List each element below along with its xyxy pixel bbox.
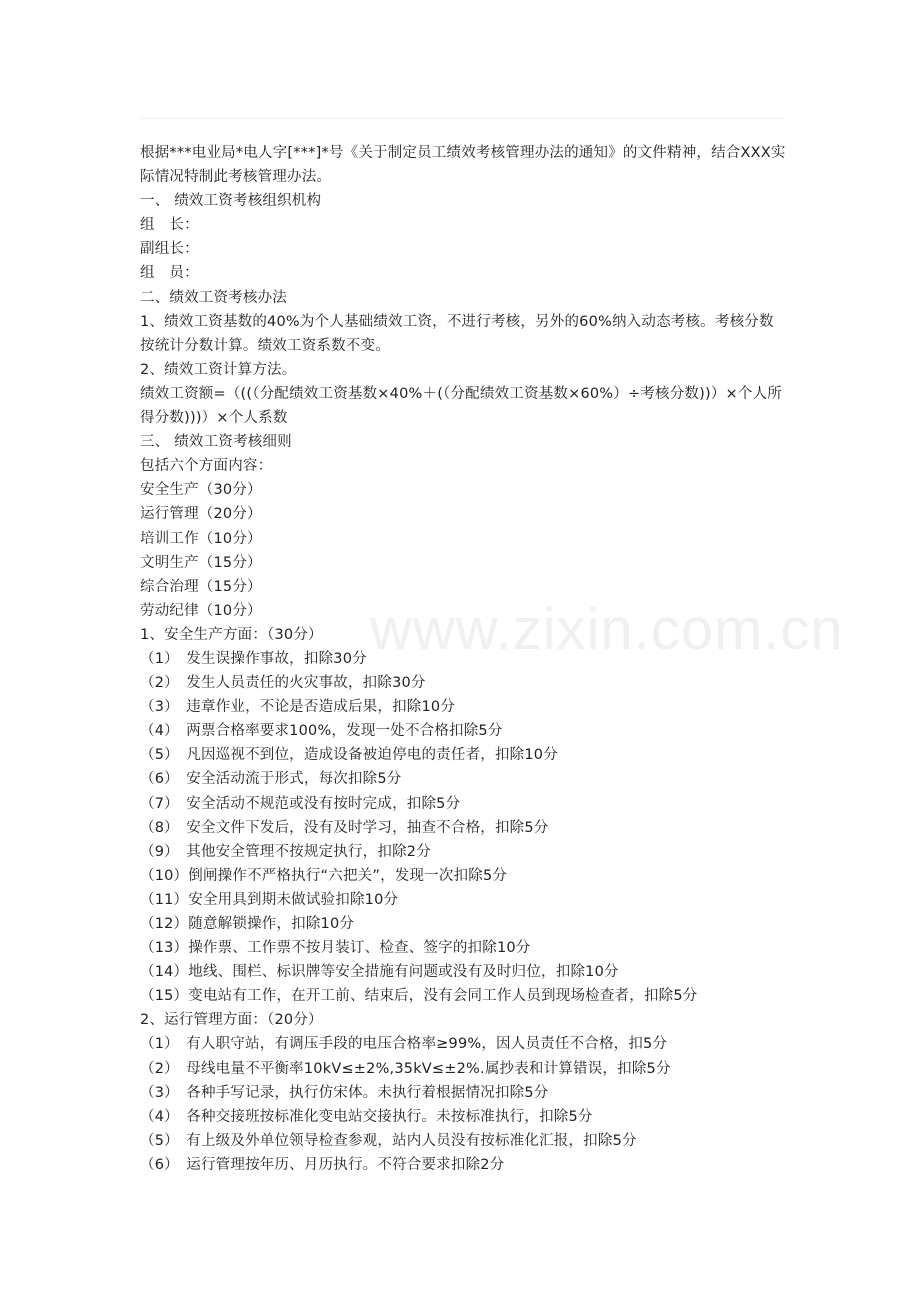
subsection-operation: 2、运行管理方面：（20分）	[140, 1012, 323, 1029]
safety-rule: （5） 凡因巡视不到位，造成设备被迫停电的责任者，扣除10分	[140, 747, 558, 764]
operation-rule: （5） 有上级及外单位领导检查参观，站内人员没有按标准化汇报，扣除5分	[140, 1132, 637, 1149]
aspect-item: 培训工作（10分）	[140, 530, 262, 547]
method-paragraph-1: 1、绩效工资基数的40%为个人基础绩效工资，不进行考核，另外的60%纳入动态考核。考核分数按统计分数计算。绩效工资系数不变。	[140, 313, 774, 354]
safety-rule: （4） 两票合格率要求100%，发现一处不合格扣除5分	[140, 723, 503, 740]
aspect-item: 劳动纪律（10分）	[140, 602, 262, 619]
org-deputy-leader: 副组长：	[140, 241, 199, 258]
aspect-item: 文明生产（15分）	[140, 554, 262, 571]
safety-rule: （15）变电站有工作，在开工前、结束后，没有会同工作人员到现场检查者，扣除5分	[140, 988, 698, 1005]
section-heading-2: 二、绩效工资考核办法	[140, 289, 287, 306]
safety-rule: （11）安全用具到期未做试验扣除10分	[140, 891, 399, 908]
safety-rule: （3） 违章作业，不论是否造成后果，扣除10分	[140, 699, 456, 716]
aspect-item: 安全生产（30分）	[140, 482, 262, 499]
operation-rule: （1） 有人职守站，有调压手段的电压合格率≥99%，因人员责任不合格，扣5分	[140, 1036, 668, 1053]
safety-rule: （13）操作票、工作票不按月装订、检查、签字的扣除10分	[140, 940, 531, 957]
safety-rule: （9） 其他安全管理不按规定执行，扣除2分	[140, 843, 431, 860]
safety-rule: （1） 发生误操作事故，扣除30分	[140, 650, 367, 667]
method-paragraph-2: 2、绩效工资计算方法。	[140, 361, 297, 378]
safety-rule: （2） 发生人员责任的火灾事故，扣除30分	[140, 675, 426, 692]
safety-rule: （14）地线、围栏、标识牌等安全措施有问题或没有及时归位，扣除10分	[140, 964, 619, 981]
aspect-item: 综合治理（15分）	[140, 578, 262, 595]
safety-rule: （10）倒闸操作不严格执行“六把关”，发现一次扣除5分	[140, 867, 508, 884]
formula-paragraph: 绩效工资额=（((（分配绩效工资基数×40%＋(（分配绩效工资基数×60%）÷考核分数))）×个人所得分数)))）×个人系数	[140, 385, 782, 427]
section-heading-1: 一、 绩效工资考核组织机构	[140, 193, 322, 210]
safety-rule: （8） 安全文件下发后，没有及时学习，抽查不合格，扣除5分	[140, 819, 549, 836]
org-member: 组 员：	[140, 265, 199, 282]
safety-rule: （12）随意解锁操作，扣除10分	[140, 916, 355, 932]
top-divider	[140, 118, 785, 119]
safety-rule: （7） 安全活动不规范或没有按时完成，扣除5分	[140, 795, 461, 812]
operation-rule: （6） 运行管理按年历、月历执行。不符合要求扣除2分	[140, 1156, 505, 1173]
org-leader: 组 长：	[140, 217, 199, 234]
operation-rule: （4） 各种交接班按标准化变电站交接执行。未按标准执行，扣除5分	[140, 1108, 593, 1125]
intro-paragraph: 根据***电业局*电人字[***]*号《关于制定员工绩效考核管理办法的通知》的文件精神，结合XXX实际情况特制此考核管理办法。	[140, 145, 786, 186]
section-heading-3: 三、 绩效工资考核细则	[140, 434, 292, 451]
aspect-item: 运行管理（20分）	[140, 506, 262, 523]
document-body	[140, 141, 788, 1177]
operation-rule: （2） 母线电量不平衡率10kV≤±2%,35kV≤±2%.属抄表和计算错误，扣除5分	[140, 1060, 671, 1077]
operation-rule: （3） 各种手写记录，执行仿宋体。未执行着根据情况扣除5分	[140, 1084, 549, 1101]
safety-rule: （6） 安全活动流于形式，每次扣除5分	[140, 771, 402, 788]
subsection-safety: 1、安全生产方面：（30分）	[140, 626, 323, 643]
watermark: www.zixin.com.cn	[370, 597, 844, 662]
aspects-intro: 包括六个方面内容：	[140, 458, 273, 475]
